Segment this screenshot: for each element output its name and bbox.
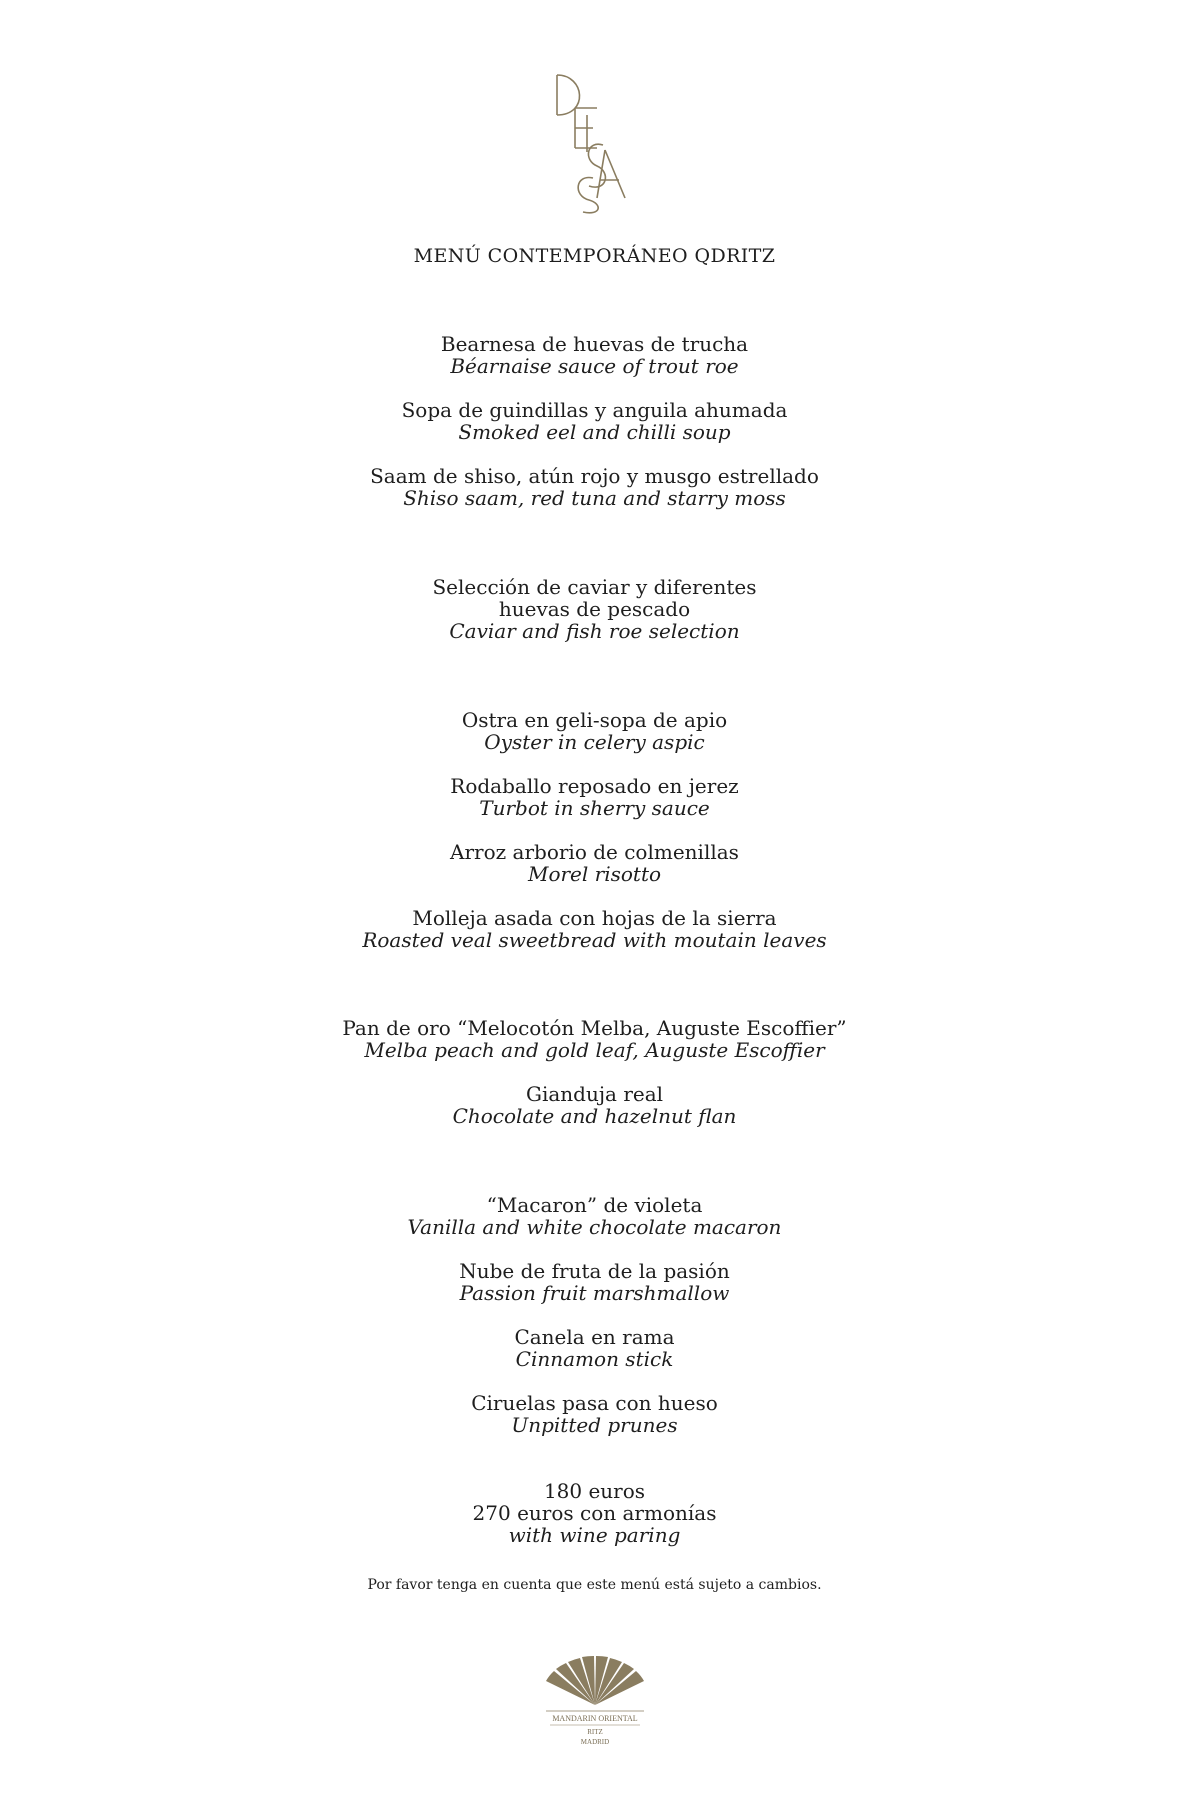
dish-name-es: Arroz arborio de colmenillas: [450, 840, 739, 864]
dish-name-es: Ciruelas pasa con hueso: [471, 1391, 718, 1415]
dish-item: [0, 709, 1189, 753]
dish-name-en: Unpitted prunes: [511, 1413, 678, 1437]
dish-name-es: Gianduja real: [525, 1082, 664, 1106]
dish-name-en: Turbot in sherry sauce: [479, 796, 710, 820]
dish-item: [0, 841, 1189, 885]
dish-item: [0, 1392, 1189, 1436]
dish-item: [0, 1326, 1189, 1370]
disclaimer-note: Por favor tenga en cuenta que este menú está sujeto a cambios.: [367, 1577, 822, 1593]
dish-name-es: Sopa de guindillas y anguila ahumada: [401, 398, 788, 422]
price-line: 180 euros: [543, 1479, 646, 1503]
price-block: [0, 1480, 1189, 1546]
dish-name-en: Roasted veal sweetbread with moutain leaves: [362, 928, 827, 952]
dish-name-es: Saam de shiso, atún rojo y musgo estrellado: [370, 464, 819, 488]
dish-item: [0, 399, 1189, 443]
dish-item: [0, 576, 1189, 642]
dish-name-en: Melba peach and gold leaf, Auguste Escoffier: [364, 1038, 825, 1062]
dish-item: [0, 1260, 1189, 1304]
dish-name-es: Rodaballo reposado en jerez: [450, 774, 739, 798]
dish-name-es: Nube de fruta de la pasión: [459, 1259, 730, 1283]
dish-name-en: Shiso saam, red tuna and starry moss: [403, 486, 786, 510]
brand-line-2: RITZ: [587, 1728, 603, 1736]
dish-name-es-line2: huevas de pescado: [498, 597, 691, 621]
dish-name-en: Vanilla and white chocolate macaron: [407, 1215, 782, 1239]
dish-item: [0, 1194, 1189, 1238]
dish-name-en: Caviar and fish roe selection: [449, 619, 740, 643]
dish-item: [0, 775, 1189, 819]
dish-item: [0, 465, 1189, 509]
dish-name-es: Ostra en geli-sopa de apio: [461, 708, 728, 732]
price-pairing-en: with wine paring: [508, 1523, 681, 1547]
dish-name-es: “Macaron” de violeta: [486, 1193, 703, 1217]
dish-item: [0, 907, 1189, 951]
menu-title: MENÚ CONTEMPORÁNEO QDRITZ: [413, 245, 776, 267]
dish-name-en: Oyster in celery aspic: [484, 730, 705, 754]
deessa-monogram-logo: [545, 70, 655, 215]
dish-name-en: Passion fruit marshmallow: [459, 1281, 730, 1305]
dish-name-en: Béarnaise sauce of trout roe: [450, 354, 739, 378]
dish-name-es: Canela en rama: [514, 1325, 675, 1349]
brand-line-1: MANDARIN ORIENTAL: [552, 1714, 638, 1723]
dish-name-en: Chocolate and hazelnut flan: [452, 1104, 737, 1128]
dish-name-en: Cinnamon stick: [515, 1347, 674, 1371]
dish-name-es: Bearnesa de huevas de trucha: [440, 332, 749, 356]
brand-line-3: MADRID: [580, 1738, 610, 1746]
dish-item: [0, 333, 1189, 377]
dish-name-es: Pan de oro “Melocotón Melba, Auguste Escoffier”: [342, 1016, 847, 1040]
dish-name-en: Smoked eel and chilli soup: [458, 420, 731, 444]
dish-name-es: Molleja asada con hojas de la sierra: [412, 906, 777, 930]
dish-name-es: Selección de caviar y diferentes: [432, 575, 757, 599]
dish-name-en: Morel risotto: [527, 862, 662, 886]
price-with-pairing: 270 euros con armonías: [472, 1501, 717, 1525]
dish-item: [0, 1017, 1189, 1061]
fan-logo: [540, 1655, 650, 1775]
dish-item: [0, 1083, 1189, 1127]
